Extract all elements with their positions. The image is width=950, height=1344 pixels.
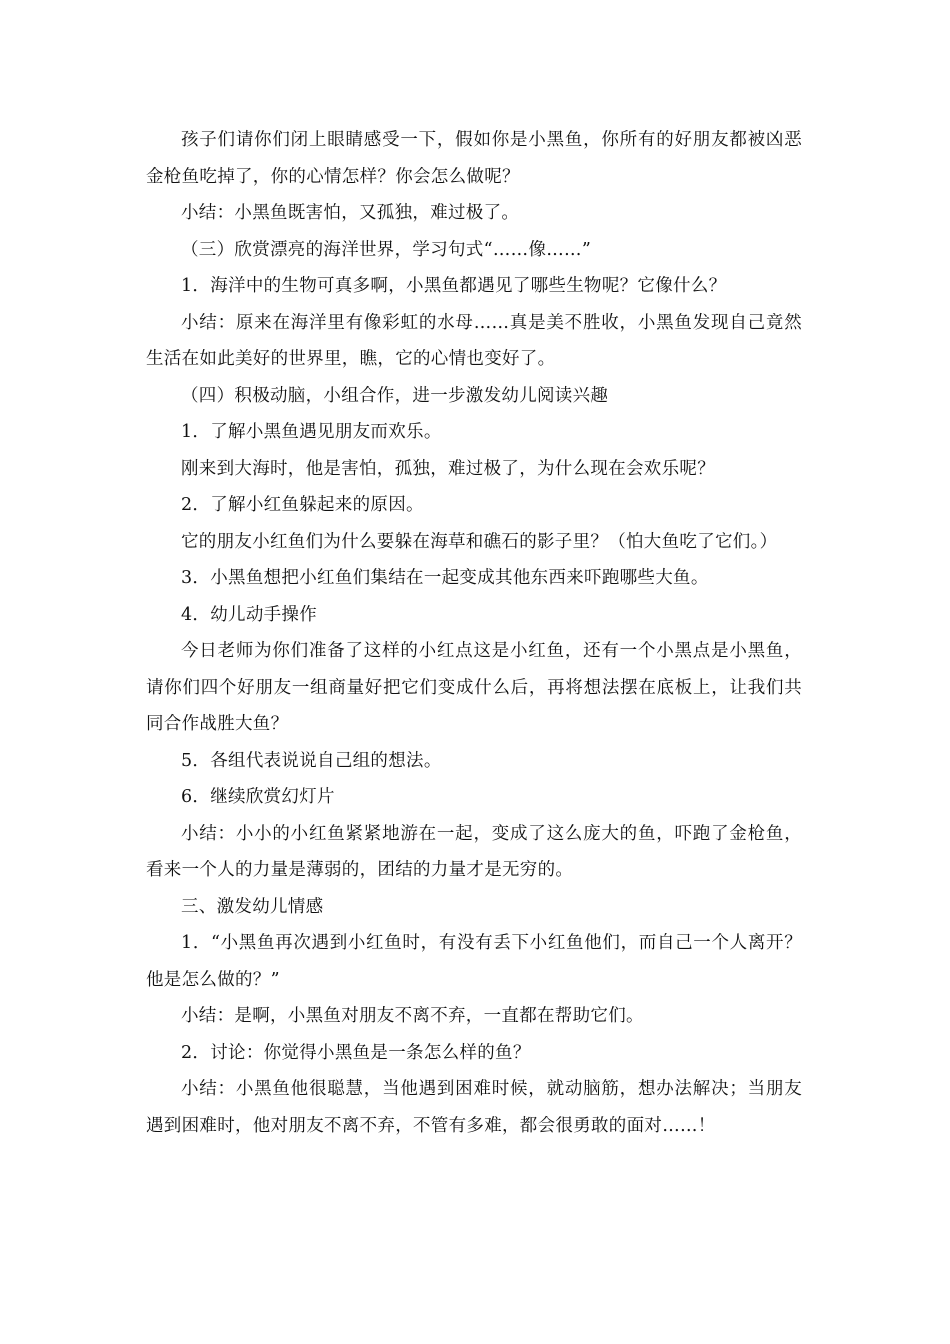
- list-item: 3．小黑鱼想把小红鱼们集结在一起变成其他东西来吓跑哪些大鱼。: [181, 568, 709, 588]
- paragraph: 今日老师为你们准备了这样的小红点这是小红鱼，还有一个小黑点是小黑鱼，请你们四个好朋友一组商量好把它们变成什么后，再将想法摆在底板上，让我们共同合作战胜大鱼？: [146, 641, 802, 734]
- paragraph: 孩子们请你们闭上眼睛感受一下，假如你是小黑鱼，你所有的好朋友都被凶恶金枪鱼吃掉了，你的心情怎样？你会怎么做呢？: [146, 130, 802, 187]
- section-heading: （三）欣赏漂亮的海洋世界，学习句式“……像……”: [181, 239, 592, 260]
- list-item: 6．继续欣赏幻灯片: [181, 787, 335, 807]
- list-item: 5．各组代表说说自己组的想法。: [181, 750, 442, 771]
- list-item: 2．了解小红鱼躲起来的原因。: [181, 495, 424, 515]
- paragraph-summary: 小结：小黑鱼既害怕，又孤独，难过极了。: [181, 203, 520, 223]
- list-item: 1．了解小黑鱼遇见朋友而欢乐。: [181, 422, 442, 442]
- paragraph: 刚来到大海时，他是害怕，孤独，难过极了，为什么现在会欢乐呢？: [181, 458, 715, 479]
- document-body: [146, 122, 802, 1144]
- paragraph-summary: 小结：小黑鱼他很聪慧，当他遇到困难时候，就动脑筋，想办法解决；当朋友遇到困难时，他对朋友不离不弃，不管有多难，都会很勇敢的面对……！: [146, 1079, 802, 1136]
- section-heading: 三、激发幼儿情感: [181, 896, 324, 917]
- paragraph-summary: 小结：是啊，小黑鱼对朋友不离不弃，一直都在帮助它们。: [181, 1006, 644, 1026]
- section-heading: （四）积极动脑，小组合作，进一步激发幼儿阅读兴趣: [181, 385, 609, 406]
- paragraph: 它的朋友小红鱼们为什么要躲在海草和礁石的影子里？（怕大鱼吃了它们。）: [181, 531, 778, 552]
- paragraph-summary: 小结：小小的小红鱼紧紧地游在一起，变成了这么庞大的鱼，吓跑了金枪鱼，看来一个人的力量是薄弱的，团结的力量才是无穷的。: [146, 823, 802, 880]
- list-item: 2．讨论：你觉得小黑鱼是一条怎么样的鱼？: [181, 1042, 531, 1063]
- paragraph: 1．海洋中的生物可真多啊，小黑鱼都遇见了哪些生物呢？它像什么？: [181, 276, 727, 296]
- paragraph-summary: 小结：原来在海洋里有像彩虹的水母……真是美不胜收，小黑鱼发现自己竟然生活在如此美好的世界里，瞧，它的心情也变好了。: [146, 312, 802, 369]
- list-item: 4．幼儿动手操作: [181, 604, 318, 625]
- list-item: 1．“小黑鱼再次遇到小红鱼时，有没有丢下小红鱼他们，而自己一个人离开？他是怎么做的？”: [146, 933, 802, 990]
